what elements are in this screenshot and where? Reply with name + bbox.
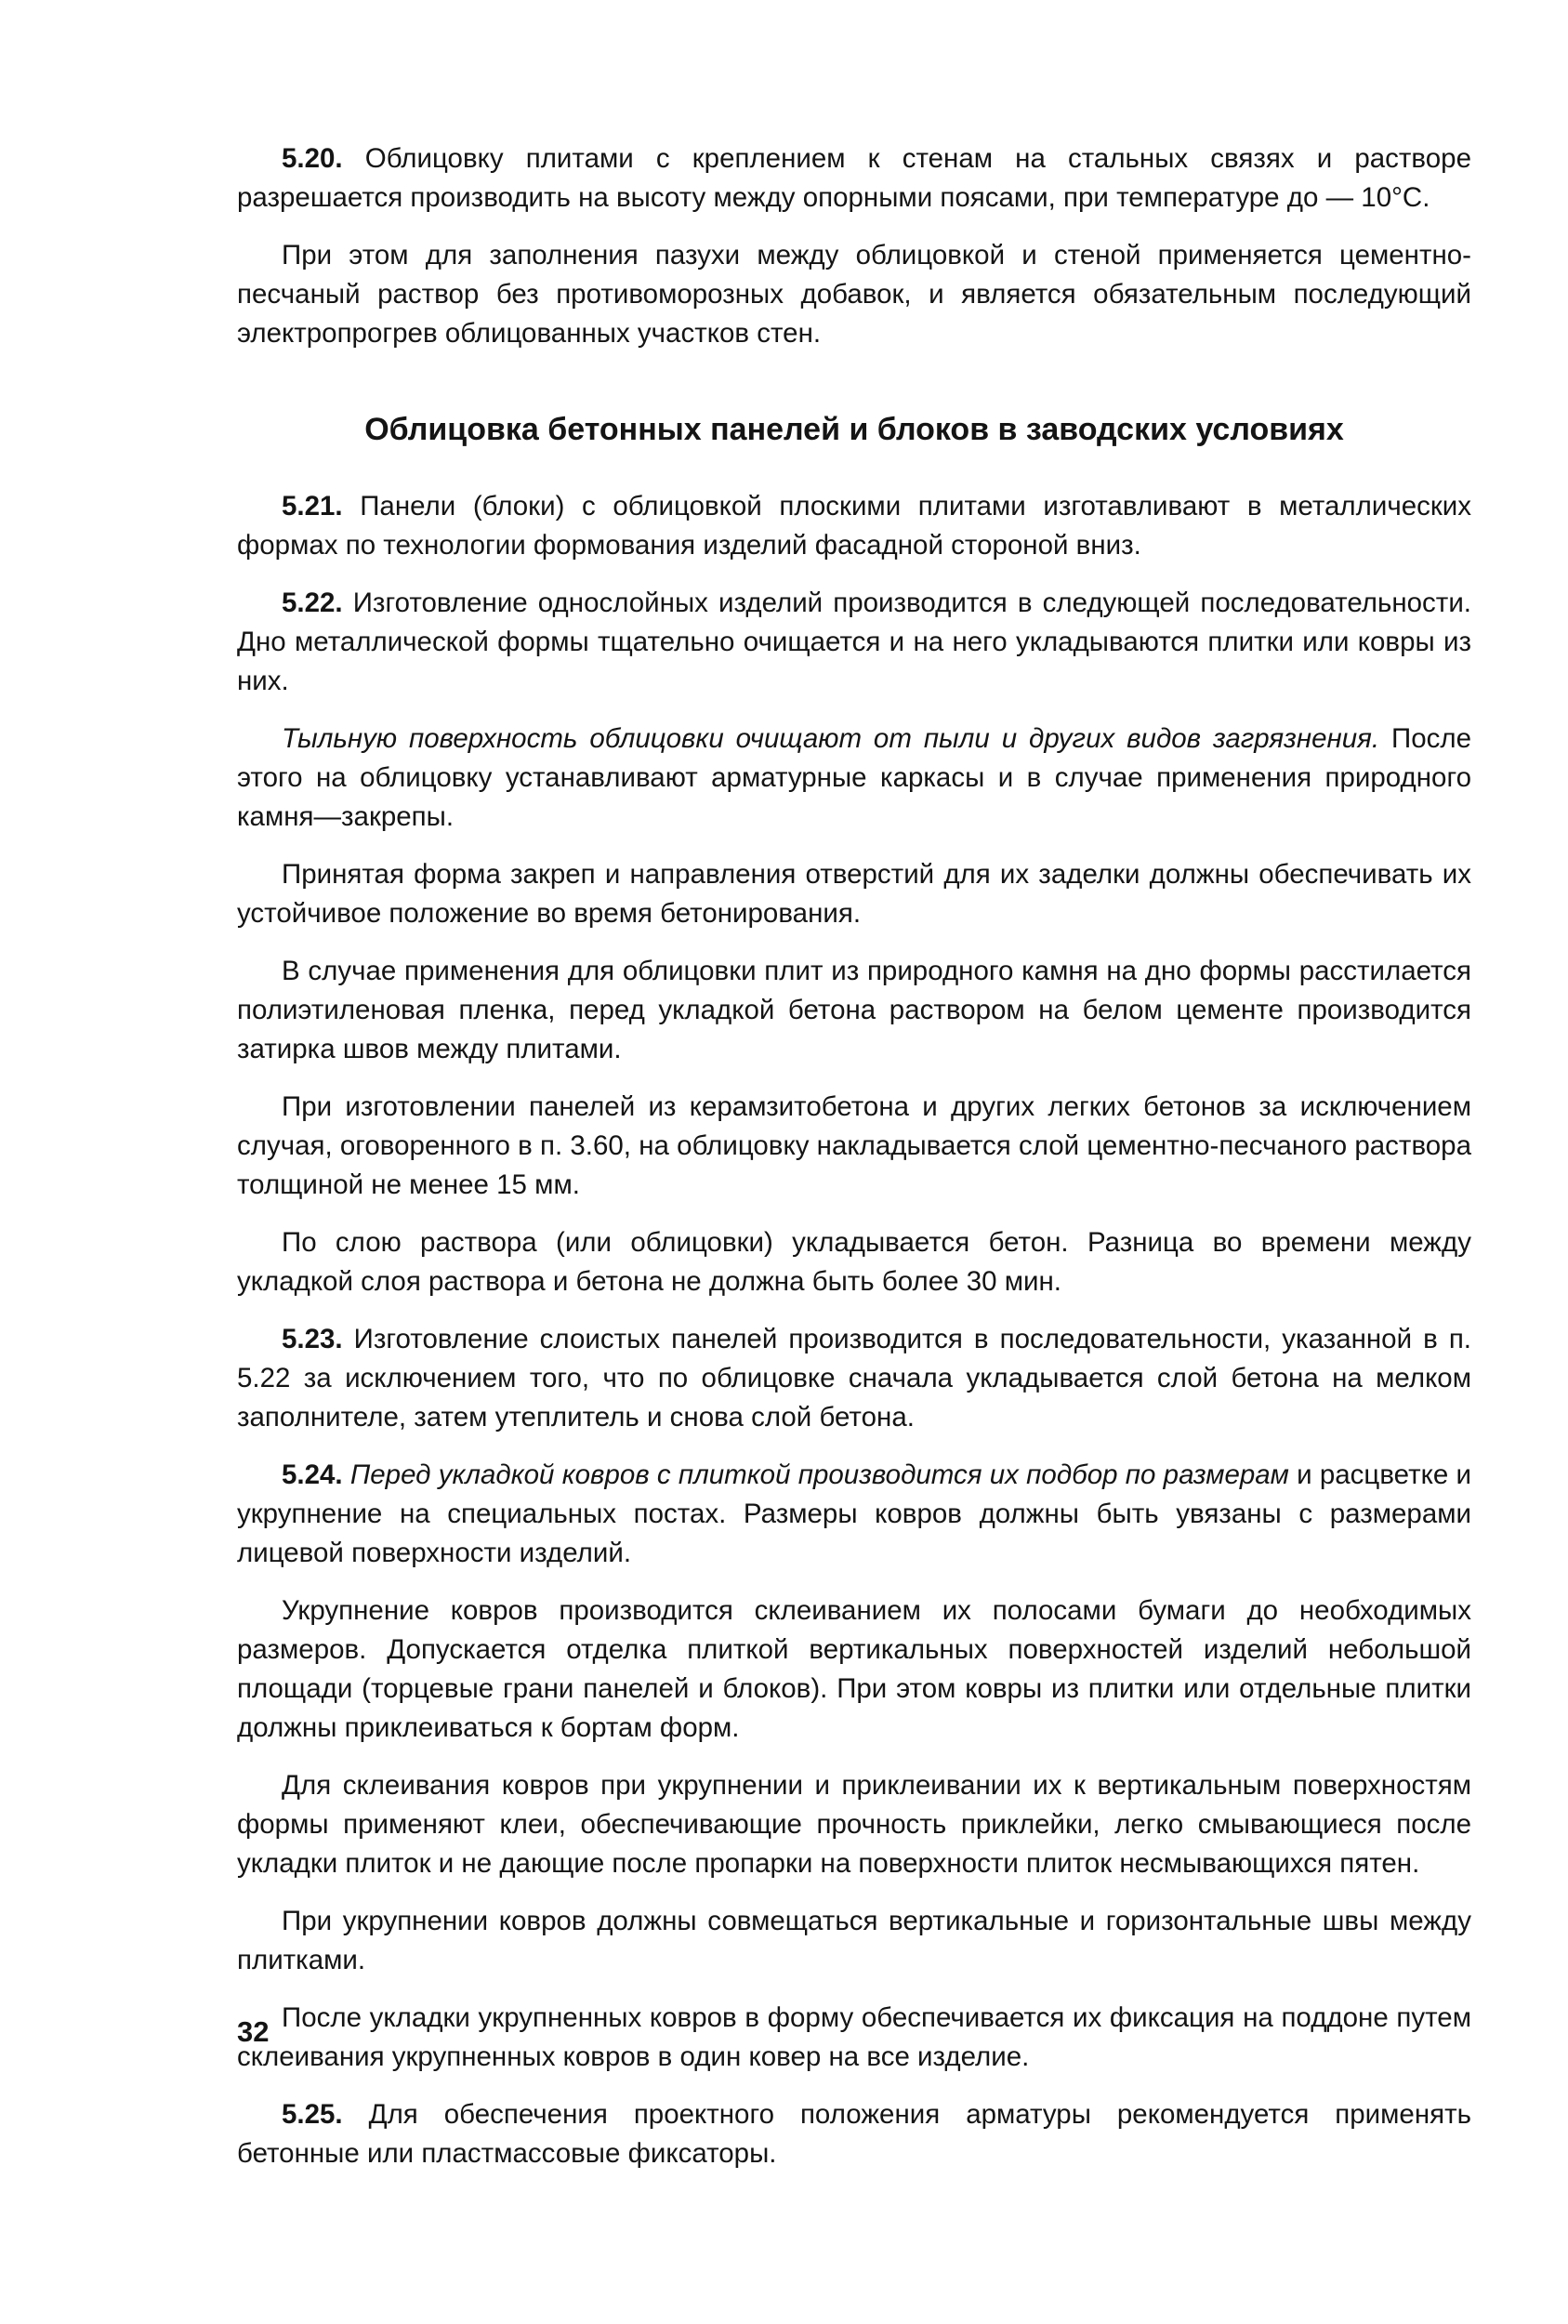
paragraph [237, 1591, 1471, 1748]
paragraph-text: Изготовление слоистых панелей производится в последовательности, указанной в п. 5.22 за исключением того, что по облицовке сначала укладывается слой бетона на мелком заполнителе, затем утеплитель и снова слой бетона. [237, 1324, 1471, 1433]
paragraph-text: Для обеспечения проектного положения арматуры рекомендуется применять бетонные или пластмассовые фиксаторы. [237, 2099, 1471, 2169]
paragraph-text: По слою раствора (или облицовки) укладывается бетон. Разница во времени между укладкой слоя раствора и бетона не должна быть более 30 мин. [237, 1227, 1471, 1297]
paragraph [237, 1320, 1471, 1437]
clause-number: 5.23. [282, 1324, 343, 1354]
paragraph [237, 1902, 1471, 1980]
paragraph-text: Облицовку плитами с креплением к стенам на стальных связях и растворе разрешается производить на высоту между опорными поясами, при температуре до — 10°С. [237, 143, 1471, 213]
paragraph-text: и расцветке и укрупнение на специальных постах. Размеры ковров должны быть увязаны с размерами лицевой поверхности изделий. [237, 1459, 1471, 1568]
emphasized-text: Тыльную поверхность облицовки очищают от пыли и других видов загрязнения. [282, 723, 1380, 754]
paragraph [237, 2095, 1471, 2173]
paragraph-text: При этом для заполнения пазухи между облицовкой и стеной применяется цементно-песчаный раствор без противоморозных добавок, и является обязательным последующий электропрогрев облицованных участков стен. [237, 240, 1471, 349]
paragraph [237, 139, 1471, 218]
paragraph-text: Принятая форма закреп и направления отверстий для их заделки должны обеспечивать их устойчивое положение во время бетонирования. [237, 859, 1471, 929]
document-page [237, 139, 1471, 2192]
paragraph-text: При укрупнении ковров должны совмещаться вертикальные и горизонтальные швы между плитками. [237, 1906, 1471, 1975]
paragraph [237, 487, 1471, 565]
clause-number: 5.25. [282, 2099, 343, 2130]
paragraph [237, 1223, 1471, 1301]
clause-number: 5.22. [282, 588, 343, 618]
paragraph [237, 1766, 1471, 1883]
paragraph-text: Для склеивания ковров при укрупнении и приклеивании их к вертикальным поверхностям формы применяют клеи, обеспечивающие прочность приклейки, легко смывающиеся после укладки плиток и не дающие после пропарки на поверхности плиток несмывающихся пятен. [237, 1770, 1471, 1879]
paragraph-text: При изготовлении панелей из керамзитобетона и других легких бетонов за исключением случая, оговоренного в п. 3.60, на облицовку накладывается слой цементно-песчаного раствора толщиной не менее 15 мм. [237, 1091, 1471, 1200]
intro-section [237, 139, 1471, 353]
page-number: 32 [237, 2015, 270, 2048]
paragraph-text: После укладки укрупненных ковров в форму обеспечивается их фиксация на поддоне путем склеивания укрупненных ковров в один ковер на все изделие. [237, 2002, 1471, 2072]
clause-number: 5.24. [282, 1459, 343, 1490]
section-heading: Облицовка бетонных панелей и блоков в заводских условиях [364, 412, 1344, 447]
paragraph-text: В случае применения для облицовки плит из природного камня на дно формы расстилается полиэтиленовая пленка, перед укладкой бетона раствором на белом цементе производится затирка швов между плитами. [237, 956, 1471, 1064]
paragraph [237, 1456, 1471, 1573]
paragraph [237, 1088, 1471, 1205]
paragraph [237, 855, 1471, 933]
paragraph [237, 1999, 1471, 2077]
paragraph [237, 236, 1471, 353]
paragraph-text: После этого на облицовку устанавливают арматурные каркасы и в случае применения природного камня—закрепы. [237, 723, 1471, 832]
emphasized-text: Перед укладкой ковров с плиткой производится их подбор по размерам [342, 1459, 1289, 1490]
paragraph [237, 720, 1471, 837]
clause-number: 5.20. [282, 143, 343, 174]
paragraph [237, 952, 1471, 1069]
paragraph-text: Изготовление однослойных изделий производится в следующей последовательности. Дно металлической формы тщательно очищается и на него укладываются плитки или ковры из них. [237, 588, 1471, 696]
paragraph-text: Укрупнение ковров производится склеиванием их полосами бумаги до необходимых размеров. Допускается отделка плиткой вертикальных поверхностей изделий небольшой площади (торцевые грани панелей и блоков). При этом ковры из плитки или отдельные плитки должны приклеиваться к бортам форм. [237, 1595, 1471, 1743]
clause-number: 5.21. [282, 491, 343, 522]
paragraph [237, 584, 1471, 701]
paragraph-text: Панели (блоки) с облицовкой плоскими плитами изготавливают в металлических формах по технологии формования изделий фасадной стороной вниз. [237, 491, 1471, 561]
main-section [237, 487, 1471, 2173]
